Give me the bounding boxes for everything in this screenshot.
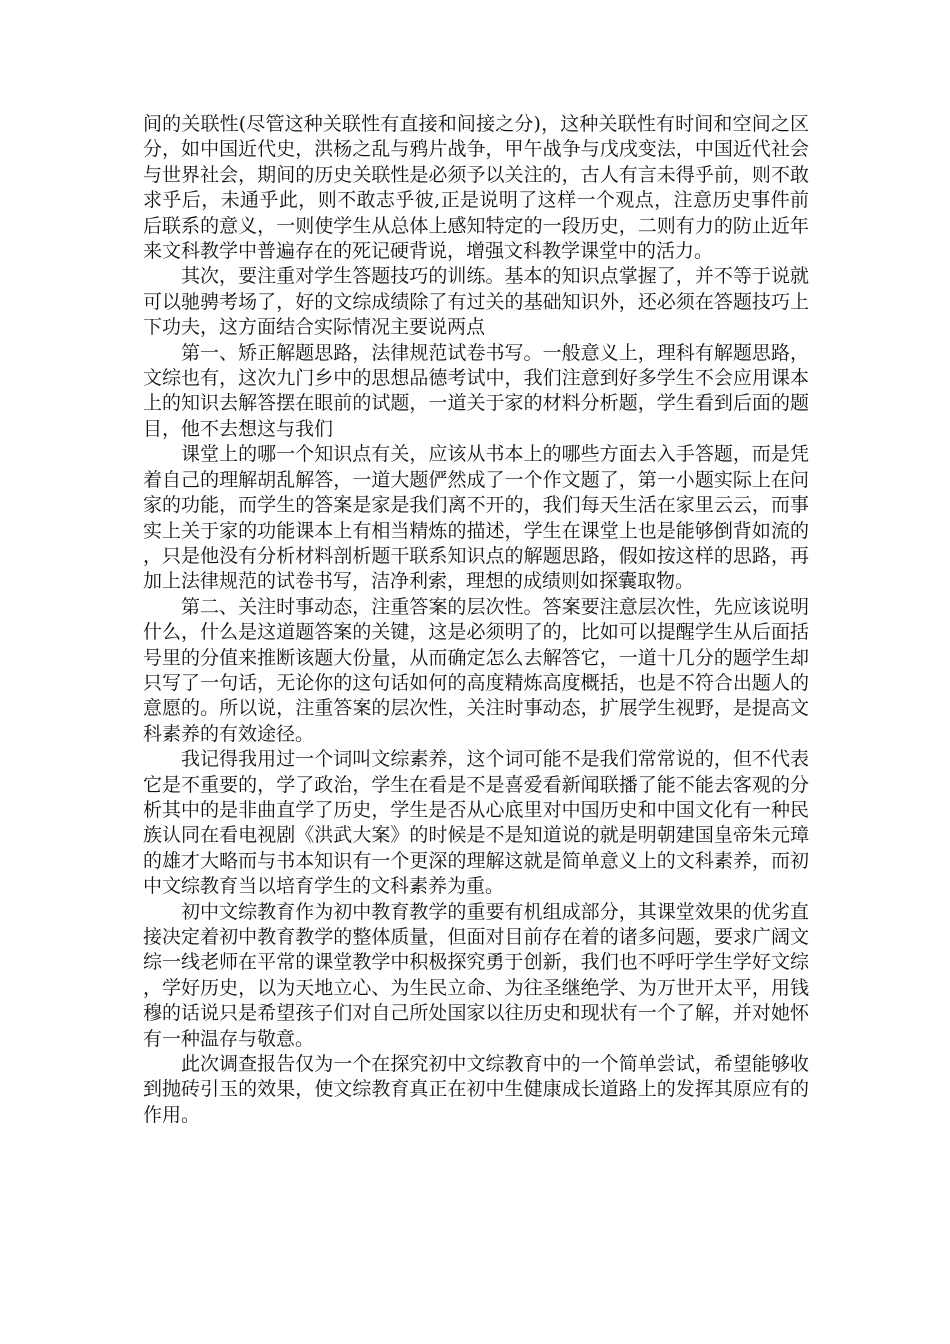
document-body bbox=[143, 112, 809, 1128]
paragraph: 此次调查报告仅为一个在探究初中文综教育中的一个简单尝试，希望能够收到抛砖引玉的效果，使文综教育真正在初中生健康成长道路上的发挥其原应有的作用。 bbox=[143, 1053, 809, 1126]
paragraph: 我记得我用过一个词叫文综素养，这个词可能不是我们常常说的，但不代表它是不重要的，学了政治，学生在看是不是喜爱看新闻联播了能不能去客观的分析其中的是非曲直学了历史，学生是否从心底里对中国历史和中国文化有一种民族认同在看电视剧《洪武大案》的时候是不是知道说的就是明朝建国皇帝朱元璋的雄才大略而与书本知识有一个更深的理解这就是简单意义上的文科素养，而初中文综教育当以培育学生的文科素养为重。 bbox=[143, 748, 809, 898]
paragraph: 初中文综教育作为初中教育教学的重要有机组成部分，其课堂效果的优劣直接决定着初中教育教学的整体质量，但面对目前存在着的诸多问题，要求广阔文综一线老师在平常的课堂教学中积极探究勇于创新，我们也不呼吁学生学好文综，学好历史，以为天地立心、为生民立命、为往圣继绝学、为万世开太平，用钱穆的话说只是希望孩子们对自己所处国家以往历史和现状有一个了解，并对她怀有一种温存与敬意。 bbox=[143, 900, 809, 1050]
paragraph: 其次，要注重对学生答题技巧的训练。基本的知识点掌握了，并不等于说就可以驰骋考场了，好的文综成绩除了有过关的基础知识外，还必须在答题技巧上下功夫，这方面结合实际情况主要说两点 bbox=[143, 265, 809, 339]
paragraph: 第一、矫正解题思路，法律规范试卷书写。一般意义上，理科有解题思路，文综也有，这次九门乡中的思想品德考试中，我们注意到好多学生不会应用课本上的知识去解答摆在眼前的试题，一道关于家的材料分析题，学生看到后面的题目，他不去想这与我们 bbox=[143, 341, 809, 440]
paragraph: 间的关联性(尽管这种关联性有直接和间接之分)，这种关联性有时间和空间之区分，如中国近代史，洪杨之乱与鸦片战争，甲午战争与戊戌变法，中国近代社会与世界社会，期间的历史关联性是必须予以关注的，古人有言未得乎前，则不敢求乎后，未通乎此，则不敢志乎彼,正是说明了这样一个观点，注意历史事件前后联系的意义，一则使学生从总体上感知特定的一段历史，二则有力的防止近年来文科教学中普遍存在的死记硬背说，增强文科教学课堂中的活力。 bbox=[143, 113, 809, 263]
paragraph: 课堂上的哪一个知识点有关，应该从书本上的哪些方面去入手答题，而是凭着自己的理解胡乱解答，一道大题俨然成了一个作文题了，第一小题实际上在问家的功能，而学生的答案是家是我们离不开的，我们每天生活在家里云云，而事实上关于家的功能课本上有相当精炼的描述，学生在课堂上也是能够倒背如流的，只是他没有分析材料剖析题干联系知识点的解题思路，假如按这样的思路，再加上法律规范的试卷书写，洁净利索，理想的成绩则如探囊取物。 bbox=[143, 443, 809, 593]
paragraph: 第二、关注时事动态，注重答案的层次性。答案要注意层次性，先应该说明什么，什么是这道题答案的关键，这是必须明了的，比如可以提醒学生从后面括号里的分值来推断该题大份量，从而确定怎么去解答它，一道十几分的题学生却只写了一句话，无论你的这句话如何的高度精炼高度概括，也是不符合出题人的意愿的。所以说，注重答案的层次性，关注时事动态，扩展学生视野，是提高文科素养的有效途径。 bbox=[143, 595, 809, 745]
